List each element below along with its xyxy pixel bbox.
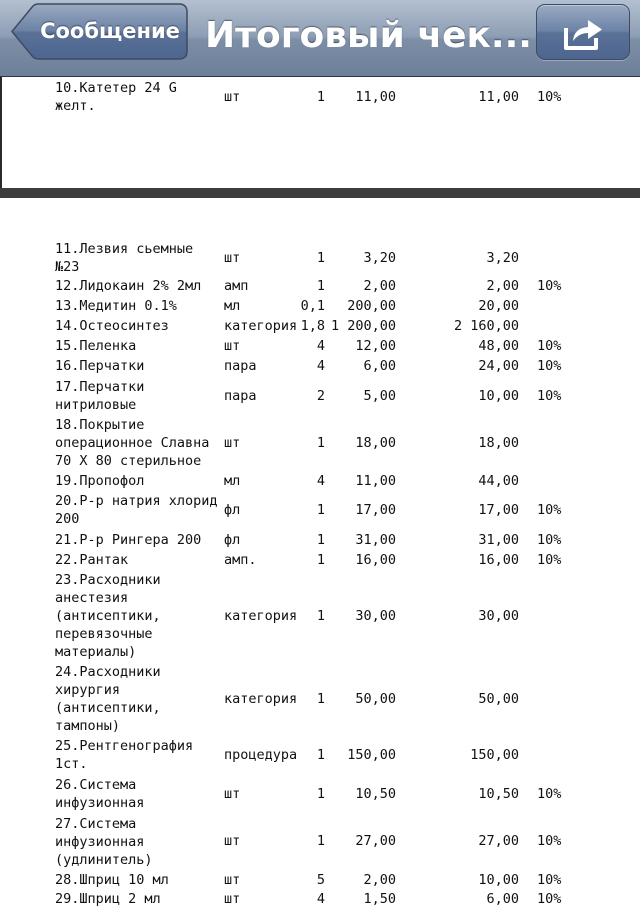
item-price: 10,50 <box>355 786 396 802</box>
item-sum: 10,50 <box>478 786 519 802</box>
item-sum: 48,00 <box>478 338 519 354</box>
item-name: 27.Система инфузионная (удлинитель) <box>55 816 153 868</box>
item-price: 1 200,00 <box>330 318 396 334</box>
item-unit: фл <box>224 532 241 548</box>
item-price: 200,00 <box>347 298 396 314</box>
item-name: 15.Пеленка <box>55 338 137 354</box>
item-unit: пара <box>224 388 257 404</box>
item-qty: 4 <box>316 891 325 907</box>
page-title: Итоговый чек... <box>205 15 532 56</box>
item-qty: 1 <box>316 786 325 802</box>
item-unit: пара <box>224 358 257 374</box>
item-qty: 2 <box>316 388 325 404</box>
item-name: 10.Катетер 24 G желт. <box>55 80 177 114</box>
item-vat: 10% <box>537 338 562 354</box>
item-qty: 4 <box>316 338 325 354</box>
item-price: 150,00 <box>347 747 396 763</box>
item-name: 22.Рантак <box>55 552 129 568</box>
item-sum: 3,20 <box>486 250 519 266</box>
item-qty: 1 <box>316 608 325 624</box>
item-sum: 30,00 <box>478 608 519 624</box>
item-unit: шт <box>224 89 241 105</box>
item-sum: 2 160,00 <box>453 318 519 334</box>
item-unit: шт <box>224 786 241 802</box>
item-price: 5,00 <box>363 388 396 404</box>
item-vat: 10% <box>537 891 562 907</box>
item-vat: 10% <box>537 502 562 518</box>
item-qty: 4 <box>316 473 325 489</box>
item-name: 14.Остеосинтез <box>55 318 169 334</box>
item-vat: 10% <box>537 388 562 404</box>
back-button[interactable] <box>11 3 188 60</box>
item-unit: категория <box>224 318 298 334</box>
item-unit: амп <box>224 278 249 294</box>
item-name: 12.Лидокаин 2% 2мл <box>55 278 202 294</box>
item-price: 12,00 <box>355 338 396 354</box>
item-name: 29.Шприц 2 мл <box>55 891 161 907</box>
item-unit: категория <box>224 608 298 624</box>
item-name: 18.Покрытие операционное Славна 70 X 80 стерильное <box>55 417 210 469</box>
item-qty: 1,8 <box>300 318 325 334</box>
item-price: 11,00 <box>355 473 396 489</box>
item-price: 27,00 <box>355 833 396 849</box>
item-vat: 10% <box>537 872 562 888</box>
item-name: 16.Перчатки <box>55 358 145 374</box>
item-sum: 10,00 <box>478 872 519 888</box>
item-name: 13.Медитин 0.1% <box>55 298 177 314</box>
item-qty: 1 <box>316 89 325 105</box>
item-sum: 10,00 <box>478 388 519 404</box>
item-unit: шт <box>224 435 241 451</box>
item-qty: 1 <box>316 532 325 548</box>
item-sum: 18,00 <box>478 435 519 451</box>
item-price: 11,00 <box>355 89 396 105</box>
item-name: 23.Расходники анестезия (антисептики, перевязочные материалы) <box>55 572 161 660</box>
item-name: 21.Р-р Рингера 200 <box>55 532 202 548</box>
item-price: 17,00 <box>355 502 396 518</box>
item-vat: 10% <box>537 552 562 568</box>
item-qty: 4 <box>316 358 325 374</box>
item-name: 28.Шприц 10 мл <box>55 872 169 888</box>
item-name: 26.Система инфузионная <box>55 777 145 811</box>
item-vat: 10% <box>537 89 562 105</box>
item-unit: категория <box>224 691 298 707</box>
item-qty: 1 <box>316 435 325 451</box>
page-edge <box>0 77 2 189</box>
item-name: 25.Рентгенография 1ст. <box>55 738 194 772</box>
item-unit: амп. <box>224 552 257 568</box>
item-sum: 6,00 <box>486 891 519 907</box>
item-price: 2,00 <box>363 872 396 888</box>
item-price: 1,50 <box>363 891 396 907</box>
share-icon <box>562 14 606 52</box>
item-vat: 10% <box>537 833 562 849</box>
item-price: 31,00 <box>355 532 396 548</box>
item-vat: 10% <box>537 532 562 548</box>
navigation-bar <box>0 0 640 77</box>
item-sum: 44,00 <box>478 473 519 489</box>
item-sum: 31,00 <box>478 532 519 548</box>
item-vat: 10% <box>537 358 562 374</box>
item-unit: шт <box>224 891 241 907</box>
item-price: 2,00 <box>363 278 396 294</box>
item-sum: 11,00 <box>478 89 519 105</box>
item-price: 3,20 <box>363 250 396 266</box>
item-qty: 1 <box>316 250 325 266</box>
item-sum: 20,00 <box>478 298 519 314</box>
item-qty: 1 <box>316 552 325 568</box>
back-button-label: Сообщение <box>40 19 180 43</box>
item-qty: 1 <box>316 833 325 849</box>
item-sum: 50,00 <box>478 691 519 707</box>
item-sum: 16,00 <box>478 552 519 568</box>
item-qty: 1 <box>316 747 325 763</box>
item-unit: шт <box>224 872 241 888</box>
item-qty: 5 <box>316 872 325 888</box>
item-vat: 10% <box>537 786 562 802</box>
item-price: 16,00 <box>355 552 396 568</box>
item-sum: 2,00 <box>486 278 519 294</box>
item-sum: 150,00 <box>470 747 519 763</box>
item-qty: 0,1 <box>300 298 325 314</box>
item-sum: 24,00 <box>478 358 519 374</box>
item-price: 6,00 <box>363 358 396 374</box>
item-name: 19.Пропофол <box>55 473 145 489</box>
item-name: 24.Расходники хирургия (антисептики, тампоны) <box>55 664 161 734</box>
item-name: 11.Лезвия сьемные №23 <box>55 241 194 275</box>
item-qty: 1 <box>316 278 325 294</box>
item-unit: мл <box>224 473 241 489</box>
item-name: 17.Перчатки нитриловые <box>55 379 145 413</box>
item-qty: 1 <box>316 691 325 707</box>
item-unit: фл <box>224 502 241 518</box>
item-price: 18,00 <box>355 435 396 451</box>
item-unit: мл <box>224 298 241 314</box>
item-unit: шт <box>224 250 241 266</box>
item-name: 20.Р-р натрия хлорид 200 <box>55 493 218 527</box>
item-price: 30,00 <box>355 608 396 624</box>
item-price: 50,00 <box>355 691 396 707</box>
page-separator <box>0 188 640 198</box>
item-sum: 17,00 <box>478 502 519 518</box>
item-unit: шт <box>224 833 241 849</box>
item-sum: 27,00 <box>478 833 519 849</box>
item-vat: 10% <box>537 278 562 294</box>
share-button[interactable] <box>536 4 630 60</box>
item-unit: шт <box>224 338 241 354</box>
item-qty: 1 <box>316 502 325 518</box>
item-unit: процедура <box>224 747 298 763</box>
